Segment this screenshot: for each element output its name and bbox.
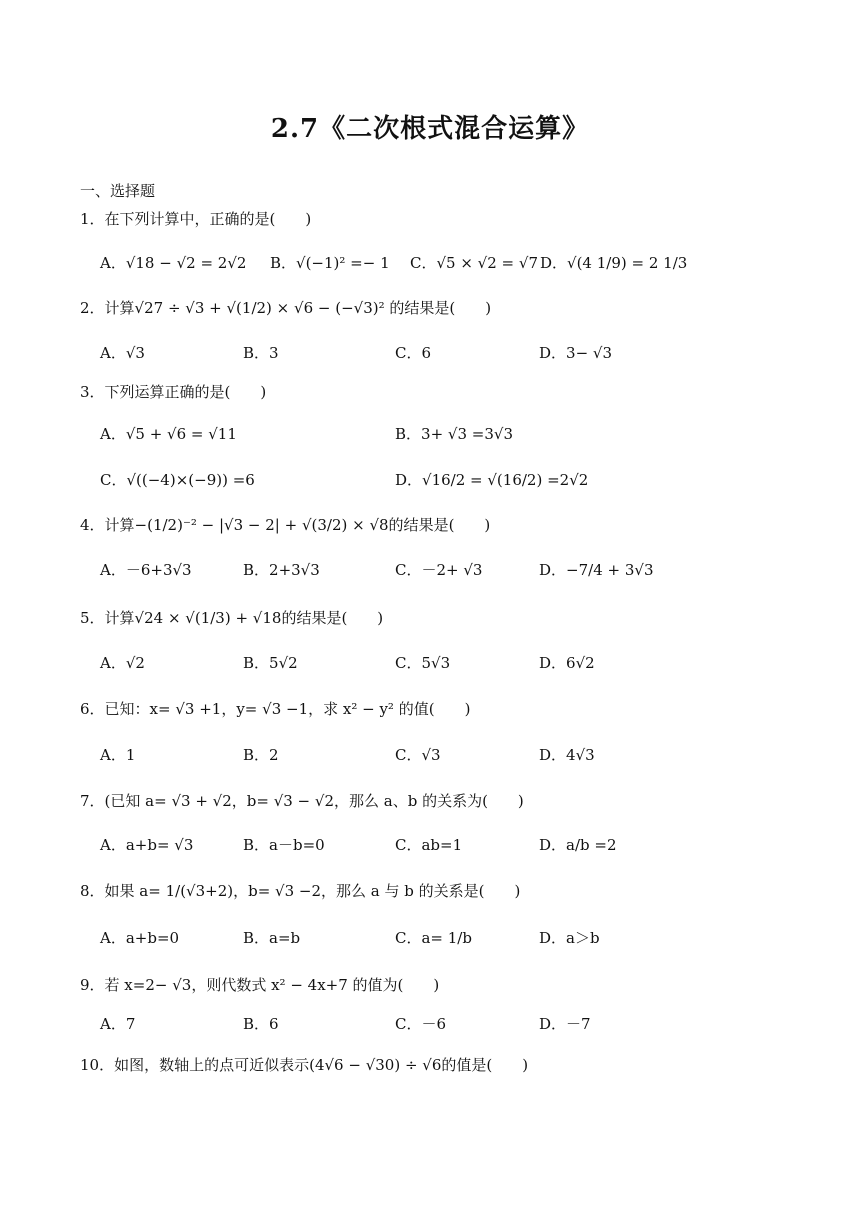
page-title: 2.7《二次根式混合运算》: [270, 114, 590, 144]
question-7-option-b[interactable]: B．a－b=0: [243, 836, 325, 854]
question-4-option-b[interactable]: B．2+3√3: [243, 561, 320, 579]
question-7-option-c[interactable]: C．ab=1: [395, 836, 463, 854]
question-3-option-a[interactable]: A．√5 + √6 = √11: [100, 425, 237, 443]
question-9-option-d[interactable]: D．－7: [539, 1015, 591, 1033]
question-4-option-d[interactable]: D．−7/4 + 3√3: [539, 561, 654, 579]
question-5-option-d[interactable]: D．6√2: [539, 654, 595, 672]
question-5-option-a[interactable]: A．√2: [100, 654, 145, 672]
question-7-option-a[interactable]: A．a+b= √3: [100, 836, 194, 854]
question-1-stem: 1．在下列计算中，正确的是( ): [80, 210, 312, 228]
question-8-option-a[interactable]: A．a+b=0: [100, 929, 180, 947]
question-8-option-c[interactable]: C．a= 1/b: [395, 929, 472, 947]
question-8-option-d[interactable]: D．a＞b: [539, 929, 600, 947]
question-6-option-c[interactable]: C．√3: [395, 746, 441, 764]
question-3-option-c[interactable]: C．√((−4)×(−9)) =6: [100, 471, 255, 489]
question-2-option-c[interactable]: C．6: [395, 344, 432, 362]
question-9-stem: 9．若 x=2− √3，则代数式 x² − 4x+7 的值为( ): [80, 976, 440, 994]
question-4-option-a[interactable]: A．－6+3√3: [100, 561, 192, 579]
question-6-option-d[interactable]: D．4√3: [539, 746, 595, 764]
question-10-stem: 10．如图，数轴上的点可近似表示(4√6 − √30) ÷ √6的值是( ): [80, 1056, 529, 1074]
question-2-option-a[interactable]: A．√3: [100, 344, 145, 362]
question-9-option-a[interactable]: A．7: [100, 1015, 136, 1033]
question-3-option-d[interactable]: D．√16/2 = √(16/2) =2√2: [395, 471, 589, 489]
question-5-stem: 5．计算√24 × √(1/3) + √18的结果是( ): [80, 609, 384, 627]
question-5-option-b[interactable]: B．5√2: [243, 654, 298, 672]
question-6-stem: 6．已知：x= √3 +1，y= √3 −1，求 x² − y² 的值( ): [80, 700, 471, 718]
question-8-option-b[interactable]: B．a=b: [243, 929, 301, 947]
question-8-stem: 8．如果 a= 1/(√3+2)，b= √3 −2，那么 a 与 b 的关系是( ): [80, 882, 521, 900]
question-1-option-a[interactable]: A．√18 − √2 = 2√2: [100, 254, 247, 272]
question-5-option-c[interactable]: C．5√3: [395, 654, 451, 672]
question-9-option-c[interactable]: C．－6: [395, 1015, 447, 1033]
question-7-option-d[interactable]: D．a/b =2: [539, 836, 617, 854]
question-1-option-d[interactable]: D．√(4 1/9) = 2 1/3: [540, 254, 688, 272]
question-4-stem: 4．计算−(1/2)⁻² − |√3 − 2| + √(3/2) × √8的结果是( ): [80, 516, 491, 534]
question-1-option-c[interactable]: C．√5 × √2 = √7: [410, 254, 538, 272]
question-2-stem: 2．计算√27 ÷ √3 + √(1/2) × √6 − (−√3)² 的结果是( ): [80, 299, 492, 317]
question-2-option-d[interactable]: D．3− √3: [539, 344, 613, 362]
question-1-option-b[interactable]: B．√(−1)² =− 1: [270, 254, 390, 272]
question-3-stem: 3．下列运算正确的是( ): [80, 383, 267, 401]
section-heading: 一、选择题: [80, 182, 156, 200]
question-2-option-b[interactable]: B．3: [243, 344, 279, 362]
question-4-option-c[interactable]: C．－2+ √3: [395, 561, 483, 579]
question-9-option-b[interactable]: B．6: [243, 1015, 279, 1033]
question-3-option-b[interactable]: B．3+ √3 =3√3: [395, 425, 513, 443]
question-6-option-b[interactable]: B．2: [243, 746, 279, 764]
question-6-option-a[interactable]: A．1: [100, 746, 136, 764]
question-7-stem: 7．(已知 a= √3 + √2，b= √3 − √2，那么 a、b 的关系为( ): [80, 792, 524, 810]
